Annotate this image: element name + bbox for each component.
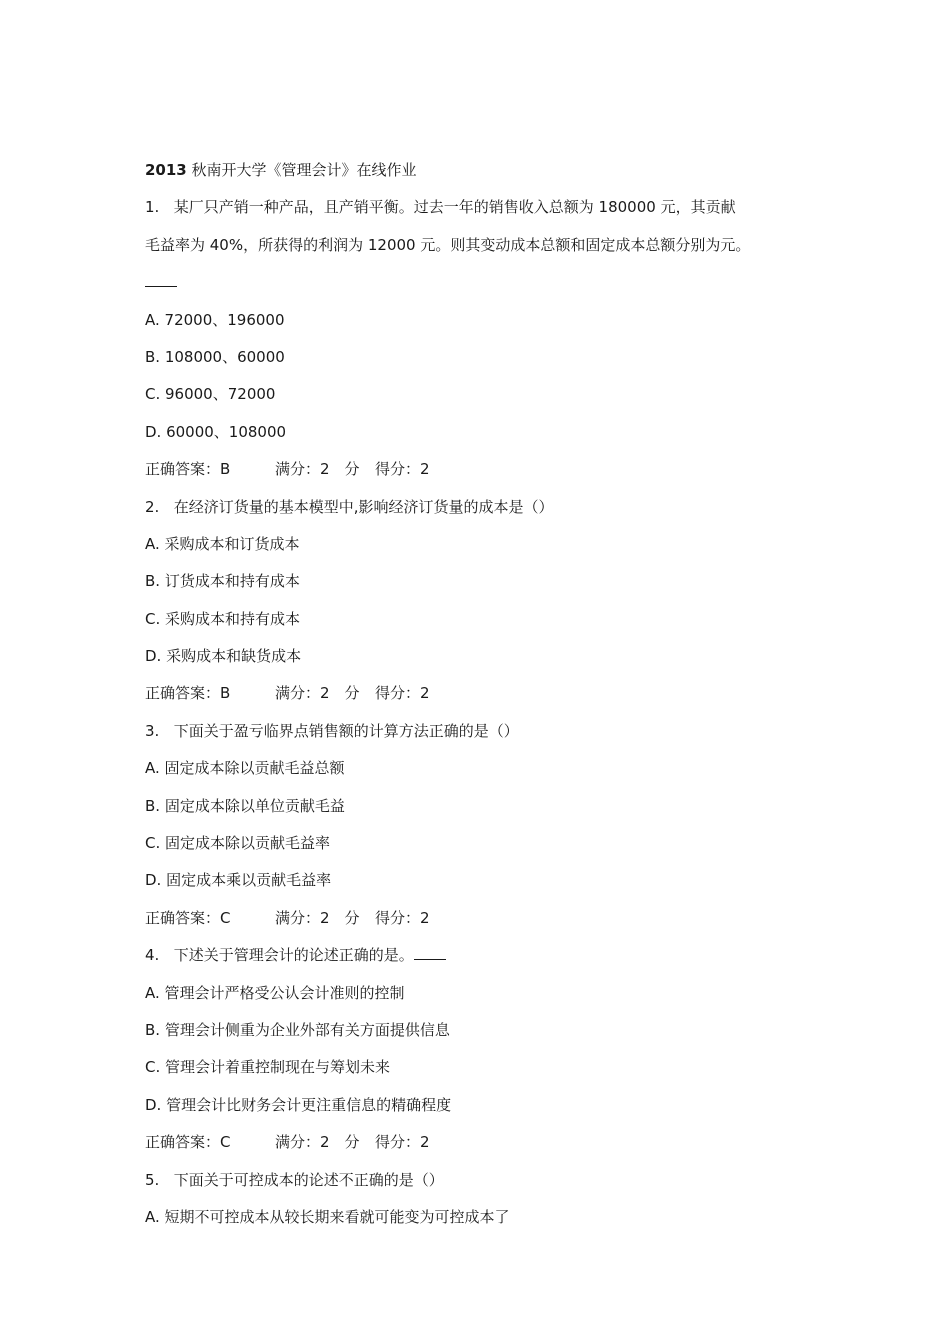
correct-answer: 正确答案：C <box>145 908 231 927</box>
document-title <box>145 160 805 180</box>
full-score: 满分：2 分 <box>275 684 360 703</box>
question-text: 在经济订货量的基本模型中,影响经济订货量的成本是（） <box>173 497 554 516</box>
full-score: 满分：2 分 <box>275 908 360 927</box>
question-number: 1. <box>145 198 160 217</box>
question-4-stem <box>145 945 805 965</box>
question-text: 下述关于管理会计的论述正确的是。 <box>173 946 414 965</box>
earned-score: 得分：2 <box>375 908 430 927</box>
option-b: B. 管理会计侧重为企业外部有关方面提供信息 <box>145 1020 450 1039</box>
question-1-stem-cont: 毛益率为 40%，所获得的利润为 12000 元。则其变动成本总额和固定成本总额分别为元。 <box>145 235 751 254</box>
correct-answer: 正确答案：B <box>145 460 231 479</box>
title-year: 2013 <box>145 161 187 179</box>
option-c: C. 固定成本除以贡献毛益率 <box>145 834 331 853</box>
question-number: 3. <box>145 721 160 740</box>
question-2-stem <box>145 497 805 517</box>
question-number: 5. <box>145 1170 160 1189</box>
answer-line <box>145 683 805 703</box>
earned-score: 得分：2 <box>375 684 430 703</box>
question-text: 下面关于可控成本的论述不正确的是（） <box>173 1170 444 1189</box>
correct-answer: 正确答案：B <box>145 684 231 703</box>
question-3-stem <box>145 721 805 741</box>
answer-blank <box>145 272 805 292</box>
earned-score: 得分：2 <box>375 460 430 479</box>
document-page <box>145 160 805 1244</box>
full-score: 满分：2 分 <box>275 1133 360 1152</box>
option-a: A. 固定成本除以贡献毛益总额 <box>145 759 345 778</box>
option-c: C. 96000、72000 <box>145 385 276 404</box>
question-number: 4. <box>145 946 160 965</box>
answer-line <box>145 908 805 928</box>
option-d: D. 60000、108000 <box>145 422 287 441</box>
earned-score: 得分：2 <box>375 1133 430 1152</box>
option-b: B. 108000、60000 <box>145 347 285 366</box>
question-text: 下面关于盈亏临界点销售额的计算方法正确的是（） <box>173 721 519 740</box>
option-a: A. 采购成本和订货成本 <box>145 534 300 553</box>
option-c: C. 采购成本和持有成本 <box>145 609 301 628</box>
question-5-stem <box>145 1170 805 1190</box>
question-1-stem <box>145 197 805 217</box>
option-d: D. 管理会计比财务会计更注重信息的精确程度 <box>145 1095 452 1114</box>
answer-line <box>145 1132 805 1152</box>
blank-line <box>414 945 446 960</box>
option-d: D. 采购成本和缺货成本 <box>145 647 302 666</box>
question-text: 某厂只产销一种产品，且产销平衡。过去一年的销售收入总额为 180000 元，其贡献 <box>173 198 736 217</box>
option-d: D. 固定成本乘以贡献毛益率 <box>145 871 332 890</box>
question-number: 2. <box>145 497 160 516</box>
option-b: B. 订货成本和持有成本 <box>145 572 300 591</box>
option-c: C. 管理会计着重控制现在与筹划未来 <box>145 1058 391 1077</box>
title-text: 秋南开大学《管理会计》在线作业 <box>191 161 417 179</box>
answer-line <box>145 459 805 479</box>
option-a: A. 管理会计严格受公认会计准则的控制 <box>145 983 405 1002</box>
correct-answer: 正确答案：C <box>145 1133 231 1152</box>
full-score: 满分：2 分 <box>275 460 360 479</box>
option-a: A. 短期不可控成本从较长期来看就可能变为可控成本了 <box>145 1207 510 1226</box>
option-b: B. 固定成本除以单位贡献毛益 <box>145 796 345 815</box>
option-a: A. 72000、196000 <box>145 310 285 329</box>
blank-line <box>145 272 177 287</box>
